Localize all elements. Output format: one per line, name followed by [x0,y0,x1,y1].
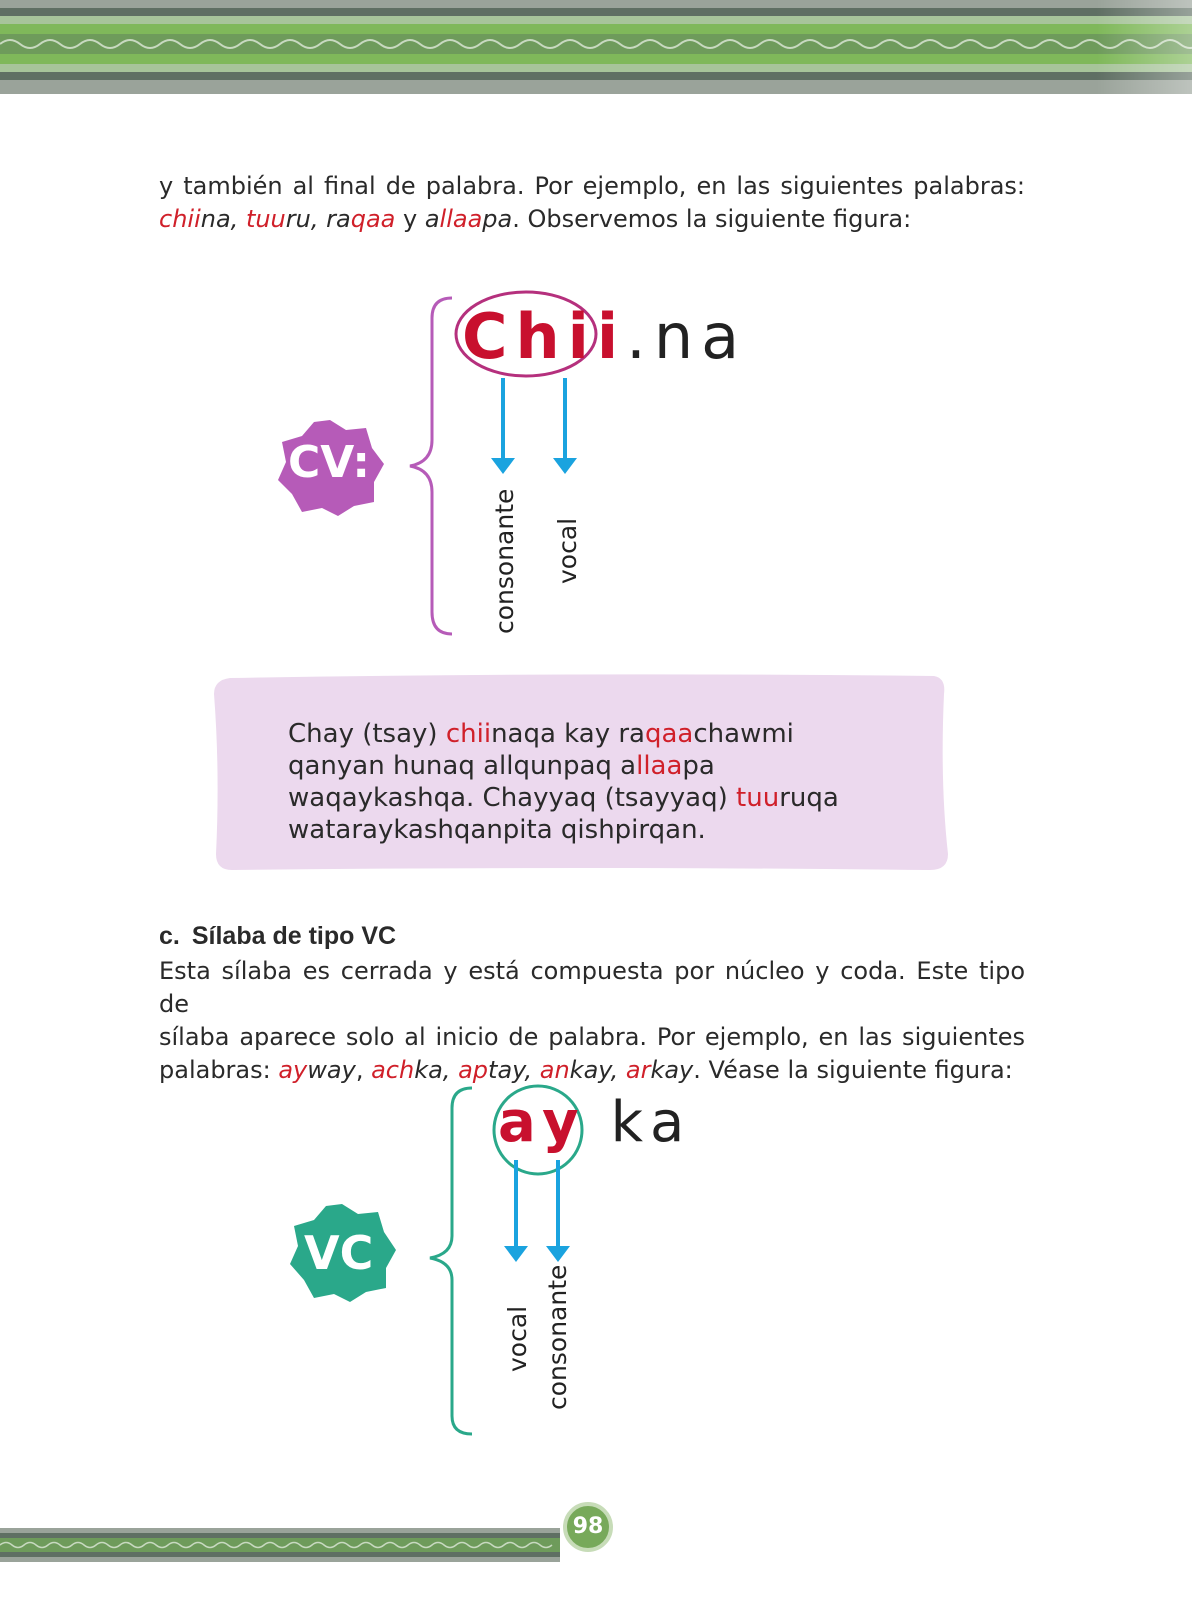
text-segment: waqaykashqa. Chayyaq (tsayyaq) [288,783,737,813]
highlight-segment: qaa [350,205,396,233]
highlight-segment: qaa [644,719,694,749]
text-segment: chawmi [693,719,794,749]
word-segment: , [355,1056,372,1084]
section-letter: c. [159,922,180,950]
label-vocal: vocal [503,1305,532,1372]
callout-line [288,718,908,750]
text-segment: ruqa [779,783,839,813]
word-segment: na, [200,205,246,233]
word-segment: ru, [285,205,327,233]
label-consonante: consonante [543,1264,572,1410]
word-segment: way [307,1056,356,1084]
arrow-down-icon [491,378,515,474]
vc-paragraph [159,955,1025,1087]
word-segment: palabras: [159,1056,279,1084]
syllable-highlight: Chii [462,300,627,373]
badge-label: CV: [288,437,370,488]
syllable-rest: .na [626,300,748,373]
word-segment: y [395,205,425,233]
text-segment: pa [682,751,715,781]
word-segment: pa [482,205,513,233]
callout-line: wataraykashqanpita qishpirqan. [288,815,706,845]
example-word [498,1090,692,1155]
word-segment: kay, [569,1056,626,1084]
callout-line [288,782,908,814]
word-segment: . Véase la siguiente figura: [693,1056,1013,1084]
word-segment: ka, [414,1056,459,1084]
highlight-segment: chii [445,719,492,749]
highlight-segment: chii [159,205,201,233]
badge-label: VC [304,1226,374,1280]
paragraph-line: y también al final de palabra. Por ejemplo, en las siguientes palabras: [159,172,1025,200]
label-vocal: vocal [553,517,582,584]
paragraph-line [159,203,1025,236]
word-segment: a [424,205,440,233]
word-segment: . Observemos la siguiente figura: [512,205,912,233]
callout-line [288,750,908,782]
paragraph-line: Esta sílaba es cerrada y está compuesta por núcleo y coda. Este tipo de [159,957,1025,1018]
arrow-down-icon [504,1160,528,1262]
page-number: 98 [563,1502,613,1552]
section-title: Sílaba de tipo VC [191,922,397,950]
bottom-decorative-band [0,1528,560,1562]
highlight-segment: ap [458,1056,489,1084]
section-heading [159,922,396,951]
label-consonante: consonante [490,488,519,634]
top-decorative-band [0,0,1192,96]
word-segment: kay [650,1056,694,1084]
highlight-segment: tuu [736,783,780,813]
word-segment: tay, [488,1056,540,1084]
text-segment: naqa kay ra [491,719,645,749]
highlight-segment: an [539,1056,570,1084]
example-word [462,300,747,373]
text-segment: qanyan hunaq allqunpaq a [288,751,637,781]
highlight-segment: llaa [439,205,483,233]
text-segment: Chay (tsay) [288,719,446,749]
intro-paragraph [159,170,1025,236]
curly-brace [410,298,452,634]
paragraph-line: sílaba aparece solo al inicio de palabra. Por ejemplo, en las siguientes [159,1023,1025,1051]
highlight-segment: tuu [245,205,286,233]
arrow-down-icon [546,1160,570,1262]
highlight-segment: ar [625,1056,651,1084]
callout-text [288,718,908,846]
syllable-highlight: ay [498,1090,587,1155]
syllable-rest: ka [610,1090,693,1155]
word-segment: ra [326,205,351,233]
arrow-down-icon [553,378,577,474]
highlight-segment: ay [278,1056,308,1084]
highlight-segment: llaa [636,751,683,781]
curly-brace [430,1088,472,1434]
highlight-segment: ach [371,1056,415,1084]
